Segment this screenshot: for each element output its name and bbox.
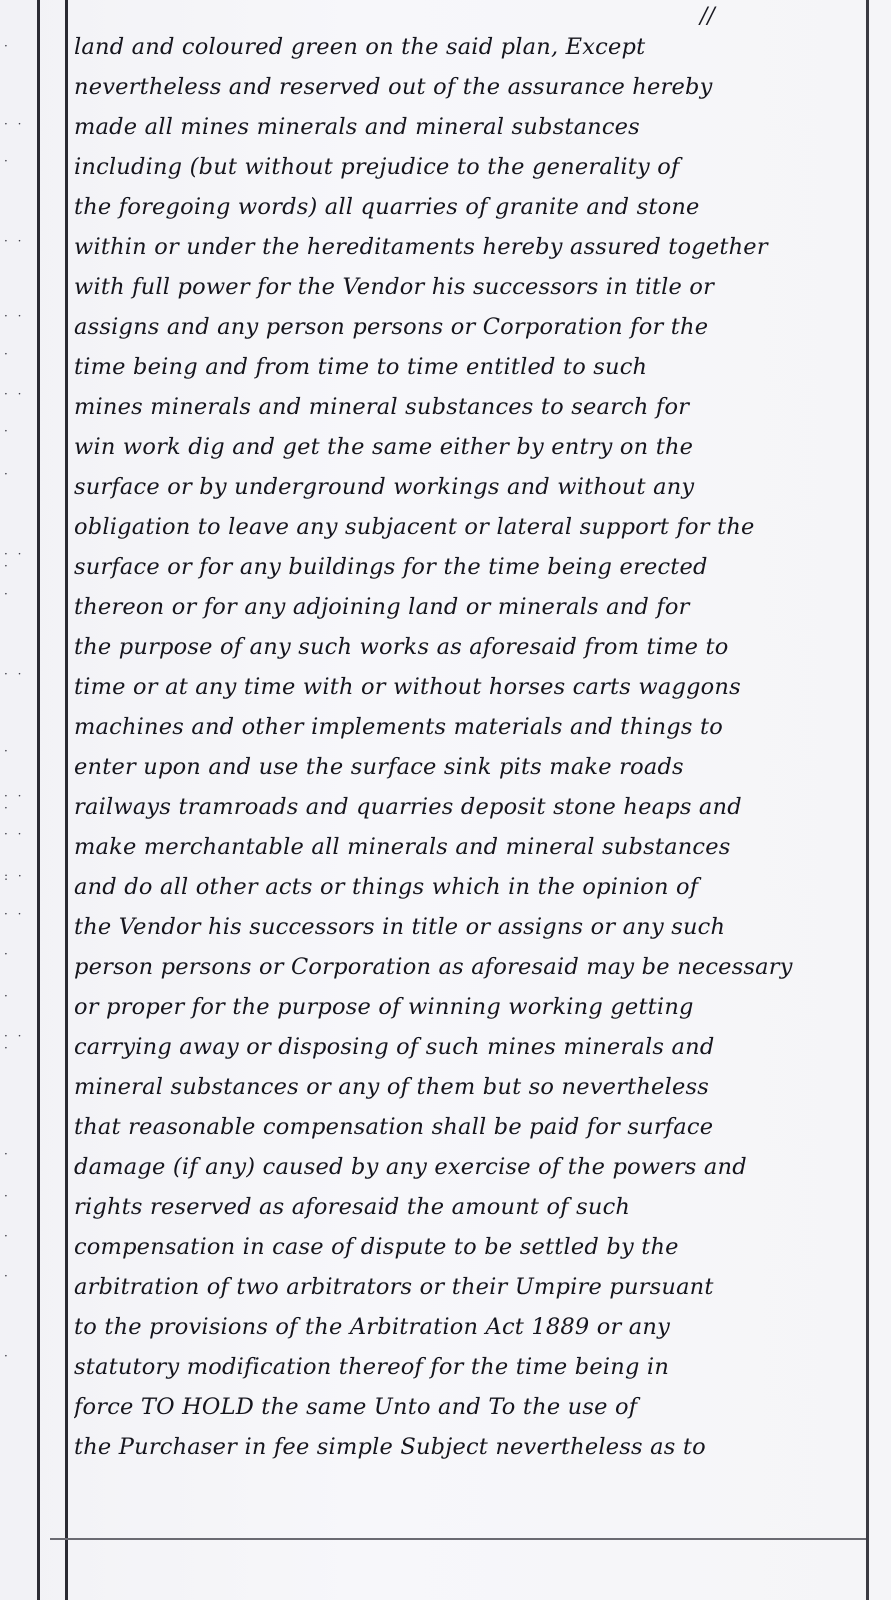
text-line: that reasonable compensation shall be paid for surface xyxy=(74,1114,714,1140)
margin-mark: · · xyxy=(4,117,25,131)
margin-mark: · xyxy=(4,587,11,601)
text-line: time or at any time with or without horses carts waggons xyxy=(74,674,741,700)
text-line: nevertheless and reserved out of the assurance hereby xyxy=(74,74,713,100)
margin-mark: : · xyxy=(4,869,25,883)
margin-mark: · xyxy=(4,424,11,438)
text-line: including (but without prejudice to the generality of xyxy=(74,154,680,180)
text-line: with full power for the Vendor his successors in title or xyxy=(74,274,715,300)
margin-mark: · · xyxy=(4,827,25,841)
text-line: surface or by underground workings and without any xyxy=(74,474,695,500)
margin-mark: · xyxy=(4,1229,11,1243)
margin-mark: · xyxy=(4,1189,11,1203)
text-line: the Purchaser in fee simple Subject nevertheless as to xyxy=(74,1434,706,1460)
text-line: make merchantable all minerals and mineral substances xyxy=(74,834,731,860)
margin-rule-outer xyxy=(37,0,40,1600)
handwritten-tick-mark: // xyxy=(700,4,715,29)
text-line: surface or for any buildings for the time being erected xyxy=(74,554,708,580)
text-line: time being and from time to time entitled to such xyxy=(74,354,648,380)
margin-mark: · xyxy=(4,744,11,758)
text-line: within or under the hereditaments hereby assured together xyxy=(74,234,768,260)
text-line: obligation to leave any subjacent or lateral support for the xyxy=(74,514,755,540)
text-line: made all mines minerals and mineral substances xyxy=(74,114,640,140)
text-line: the foregoing words) all quarries of granite and stone xyxy=(74,194,700,220)
text-line: enter upon and use the surface sink pits make roads xyxy=(74,754,684,780)
margin-mark: · xyxy=(4,989,11,1003)
text-line: or proper for the purpose of winning working getting xyxy=(74,994,694,1020)
margin-mark: · · · xyxy=(4,1029,25,1055)
margin-mark: · xyxy=(4,347,11,361)
text-line: land and coloured green on the said plan, Except xyxy=(74,34,646,60)
margin-mark: · xyxy=(4,154,11,168)
margin-mark: · · xyxy=(4,667,25,681)
margin-pencil-marks xyxy=(0,0,37,1600)
margin-mark: · xyxy=(4,39,11,53)
margin-mark: · · · xyxy=(4,789,25,815)
text-line: compensation in case of dispute to be settled by the xyxy=(74,1234,679,1260)
text-line: the purpose of any such works as aforesaid from time to xyxy=(74,634,729,660)
bottom-rule xyxy=(50,1538,866,1540)
margin-mark: · xyxy=(4,1147,11,1161)
handwritten-text-block xyxy=(74,28,864,1528)
margin-mark: · · xyxy=(4,387,25,401)
margin-mark: · · xyxy=(4,234,25,248)
text-line: person persons or Corporation as aforesaid may be necessary xyxy=(74,954,793,980)
margin-mark: · xyxy=(4,1349,11,1363)
text-line: carrying away or disposing of such mines minerals and xyxy=(74,1034,715,1060)
text-line: assigns and any person persons or Corporation for the xyxy=(74,314,709,340)
text-line: mines minerals and mineral substances to search for xyxy=(74,394,690,420)
text-line: win work dig and get the same either by entry on the xyxy=(74,434,694,460)
margin-mark: · xyxy=(4,947,11,961)
margin-mark: · xyxy=(4,467,11,481)
margin-rule-inner xyxy=(65,0,68,1600)
text-line: damage (if any) caused by any exercise of the powers and xyxy=(74,1154,747,1180)
text-line: arbitration of two arbitrators or their Umpire pursuant xyxy=(74,1274,714,1300)
margin-mark: · xyxy=(4,1269,11,1283)
text-line: and do all other acts or things which in the opinion of xyxy=(74,874,699,900)
margin-mark: · · · xyxy=(4,547,25,573)
text-line: rights reserved as aforesaid the amount of such xyxy=(74,1194,631,1220)
margin-mark: · · xyxy=(4,309,25,323)
text-line: mineral substances or any of them but so nevertheless xyxy=(74,1074,709,1100)
text-line: statutory modification thereof for the time being in xyxy=(74,1354,670,1380)
text-line: to the provisions of the Arbitration Act 1889 or any xyxy=(74,1314,671,1340)
right-edge-rule xyxy=(866,0,869,1600)
text-line: force TO HOLD the same Unto and To the use of xyxy=(74,1394,638,1420)
text-line: thereon or for any adjoining land or minerals and for xyxy=(74,594,690,620)
text-line: machines and other implements materials and things to xyxy=(74,714,723,740)
text-line: railways tramroads and quarries deposit stone heaps and xyxy=(74,794,742,820)
text-line: the Vendor his successors in title or assigns or any such xyxy=(74,914,726,940)
margin-mark: · · xyxy=(4,907,25,921)
